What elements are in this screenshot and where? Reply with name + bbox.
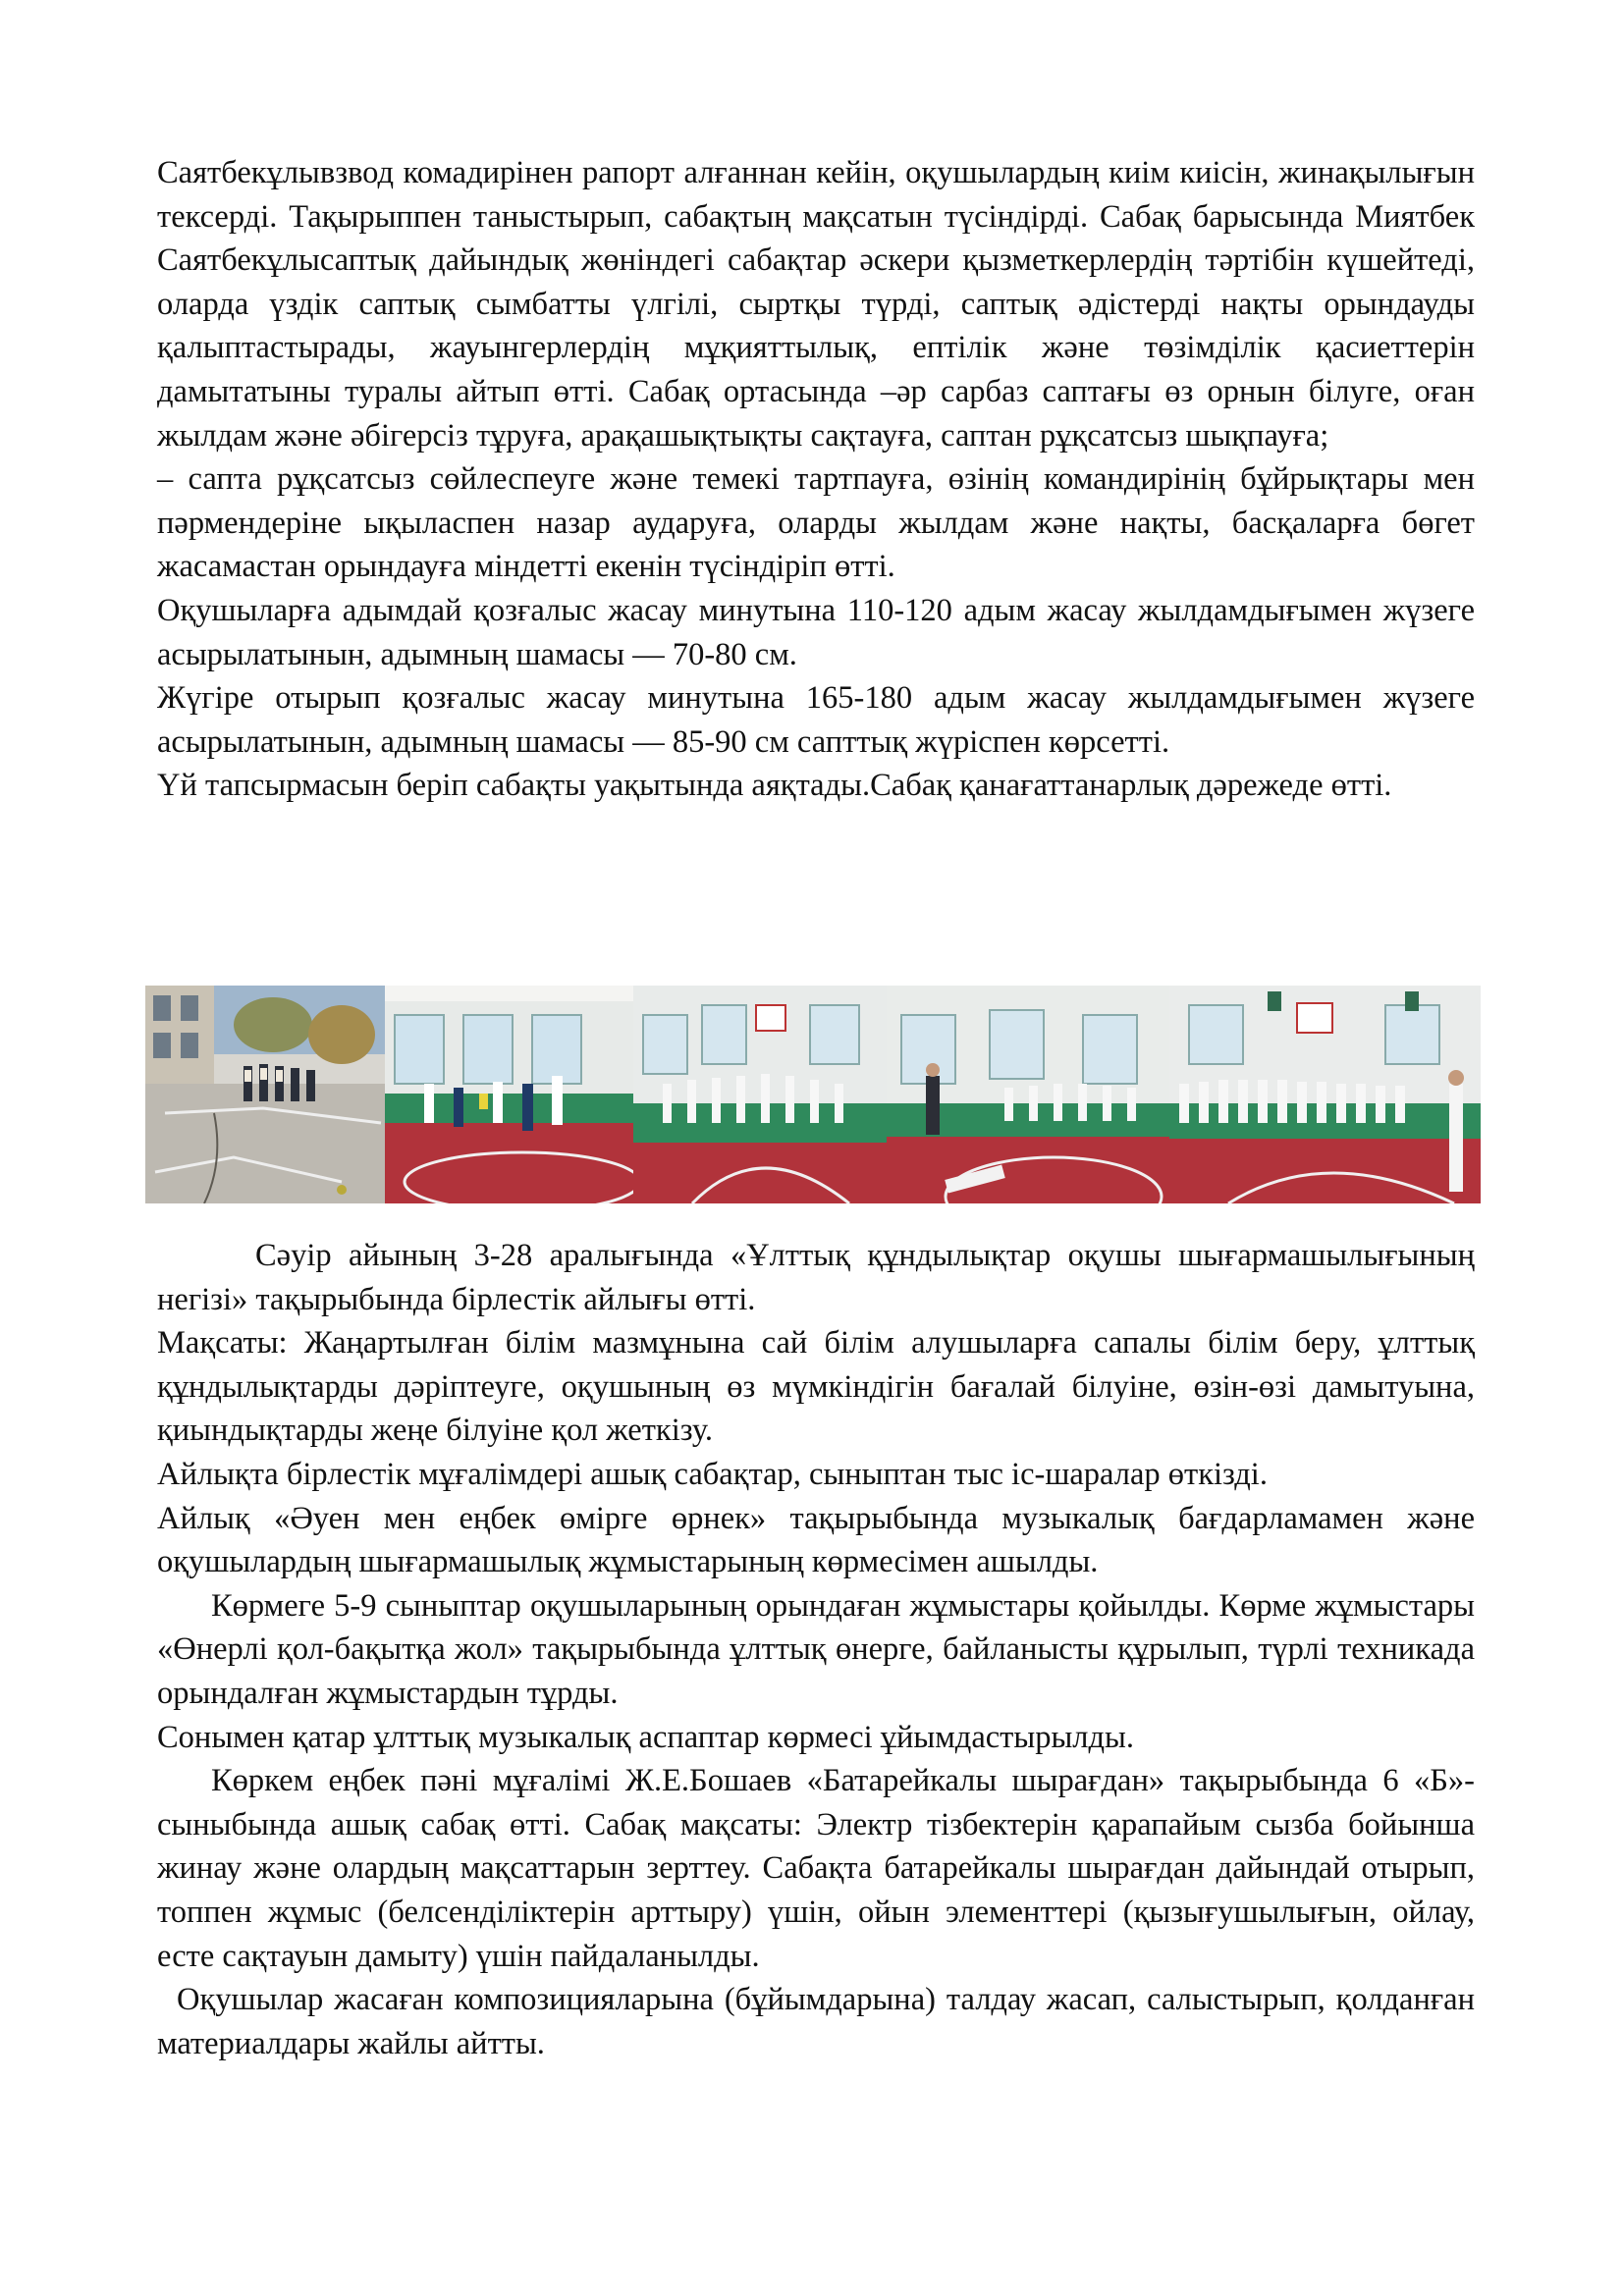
paragraph-instruments: Сонымен қатар ұлттық музыкалық аспаптар көрмесі ұйымдастырылды. xyxy=(157,1719,1135,1755)
paragraph-homework: Үй тапсырмасын беріп сабақты уақытында аяқтады.Сабақ қанағаттанарлық дәрежеде өтті. xyxy=(157,768,1392,804)
paragraph-art-lesson: Көркем еңбек пәні мұғалімі Ж.Е.Бошаев «Батарейкалы шырағдан» тақырыбында 6 «Б»-сыныбында ашық сабақ өтті. Сабақ мақсаты: Электр тізбектерін қарапайым сызба бойынша жинау және олардың мақсаттарын зерттеу. Сабақта батарейкалы шырағдан дайындай отырып, топпен жұмыс (белсенділіктерін арттыру) үшін, ойын элементтері (қызығушылығын, ойлау, есте сақтауын дамыту) үшін пайдаланылды. xyxy=(157,1763,1475,1974)
gym-photo-2 xyxy=(633,986,887,1203)
section-1 xyxy=(157,151,1475,808)
outdoor-drill-photo xyxy=(145,986,385,1203)
paragraph-open-lessons: Айлықта бірлестік мұғалімдері ашық сабақтар, сыныптан тыс іс-шаралар өткізді. xyxy=(157,1456,1268,1492)
gym-photo-4 xyxy=(1169,986,1481,1203)
paragraph-walking-pace: Оқушыларға адымдай қозғалыс жасау минутына 110-120 адым жасау жылдамдығымен жүзеге асырылатынын, адымның шамасы — 70-80 см. xyxy=(157,592,1475,672)
photo-strip xyxy=(145,986,1481,1203)
paragraph-rules: – сапта рұқсатсыз сөйлеспеуге және темекі тартпауға, өзінің командирінің бұйрықтары мен пәрмендеріне ықыласпен назар аударуға, оларды жылдам және нақты, басқаларға бөгет жасамастан орындауға міндетті екенін түсіндіріп өтті. xyxy=(157,461,1475,585)
paragraph-exhibition: Көрмеге 5-9 сыныптар оқушыларының орындаған жұмыстары қойылды. Көрме жұмыстары «Өнерлі қол-бақытқа жол» тақырыбында ұлттық өнерге, байланысты құрылып, түрлі техникада орындалған жұмыстардын тұрды. xyxy=(157,1587,1475,1711)
paragraph-analysis: Оқушылар жасаған композицияларына (бұйымдарына) талдау жасап, салыстырып, қолданған материалдары жайлы айтты. xyxy=(157,1982,1475,2061)
section-2 xyxy=(157,1234,1475,2065)
gym-photo-1 xyxy=(385,986,633,1203)
paragraph-month-intro: Сәуір айының 3-28 аралығында «Ұлттық құндылықтар оқушы шығармашылығының негізі» тақырыбында бірлестік айлығы өтті. xyxy=(157,1238,1475,1317)
paragraph-goal: Мақсаты: Жаңартылған білім мазмұнына сай білім алушыларға сапалы білім беру, ұлттық құндылықтарды дәріптеуге, оқушының өз мүмкіндігін бағалай білуіне, өзін-өзі дамытуына, қиындықтарды жеңе білуіне қол жеткізу. xyxy=(157,1325,1475,1449)
paragraph-opening: Айлық «Әуен мен еңбек өмірге өрнек» тақырыбында музыкалық бағдарламамен және оқушылардың шығармашылық жұмыстарының көрмесімен ашылды. xyxy=(157,1500,1475,1580)
paragraph-running-pace: Жүгіре отырып қозғалыс жасау минутына 165-180 адым жасау жылдамдығымен жүзеге асырылатынын, адымның шамасы — 85-90 см сапттық жүріспен көрсетті. xyxy=(157,680,1475,760)
paragraph-drill-report: Саятбекұлывзвод комадирінен рапорт алғаннан кейін, оқушылардың киім киісін, жинақылығын тексерді. Тақырыппен таныстырып, сабақтың мақсатын түсіндірді. Сабақ барысында Миятбек Саятбекұлысаптық дайындық жөніндегі сабақтар әскери қызметкерлердің тәртібін күшейтеді, оларда үздік саптық сымбатты үлгілі, сыртқы түрді, саптық әдістерді нақты орындауды қалыптастырады, жауынгерлердің мұқияттылық, ептілік және төзімділік қасиеттерін дамытатыны туралы айтып өтті. Сабақ ортасында –әр сарбаз саптағы өз орнын білуге, оған жылдам және әбігерсіз тұруға, арақашықтықты сақтауға, саптан рұқсатсыз шықпауға; xyxy=(157,155,1475,454)
gym-photo-3 xyxy=(887,986,1169,1203)
